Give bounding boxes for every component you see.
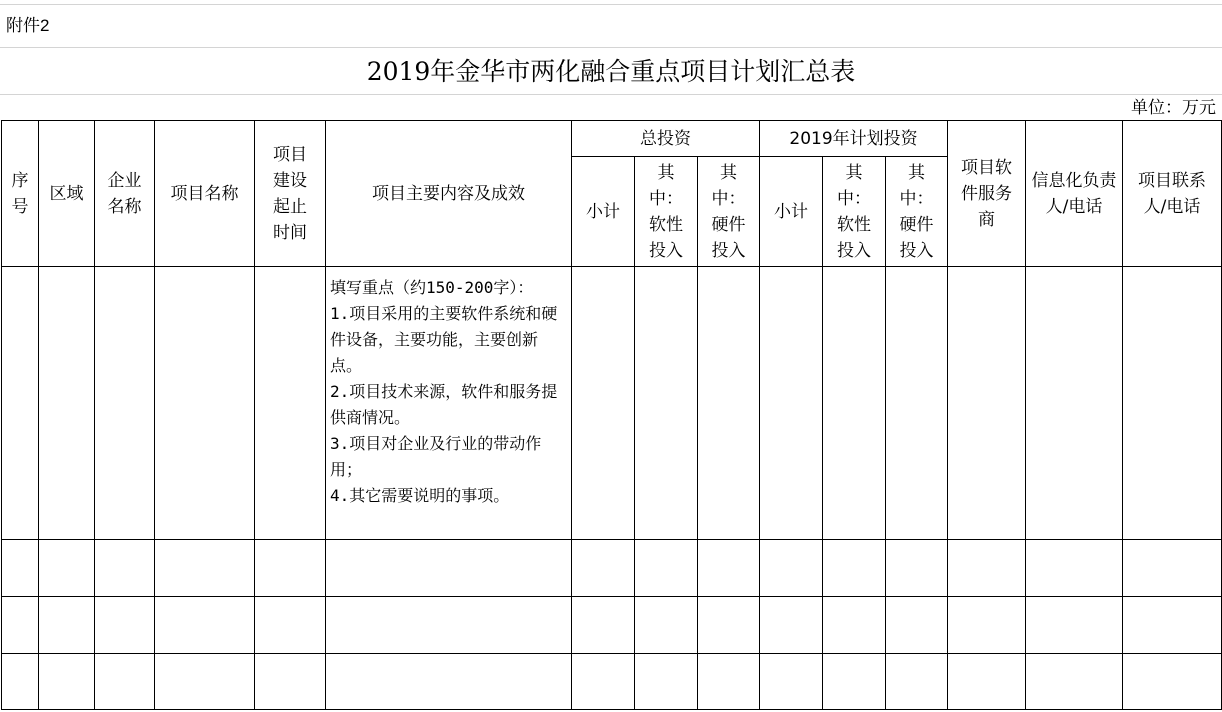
table-cell[interactable] xyxy=(2,540,39,597)
header-plan-hardware: 其中：硬件投入 xyxy=(886,157,948,267)
table-cell[interactable] xyxy=(635,267,698,540)
header-project-contact: 项目联系人/电话 xyxy=(1123,121,1222,267)
table-cell[interactable] xyxy=(948,597,1026,654)
table-cell[interactable] xyxy=(698,267,760,540)
header-plan-subtotal: 小计 xyxy=(760,157,823,267)
table-row xyxy=(2,267,1222,540)
header-plan-investment: 2019年计划投资 xyxy=(760,121,948,157)
table-cell[interactable] xyxy=(572,654,635,710)
table-cell[interactable] xyxy=(155,597,255,654)
table-cell[interactable] xyxy=(886,654,948,710)
table-cell[interactable] xyxy=(823,597,886,654)
table-cell[interactable] xyxy=(39,540,95,597)
header-region: 区域 xyxy=(39,121,95,267)
header-content: 项目主要内容及成效 xyxy=(326,121,572,267)
table-cell[interactable] xyxy=(698,540,760,597)
header-project-name: 项目名称 xyxy=(155,121,255,267)
table-row xyxy=(2,597,1222,654)
table-cell[interactable] xyxy=(1123,267,1222,540)
table-cell[interactable] xyxy=(886,597,948,654)
table-cell[interactable] xyxy=(635,654,698,710)
table-cell[interactable] xyxy=(948,540,1026,597)
table-cell[interactable] xyxy=(95,597,155,654)
table-cell[interactable] xyxy=(2,654,39,710)
table-cell[interactable] xyxy=(326,654,572,710)
table-cell[interactable] xyxy=(255,267,326,540)
table-cell[interactable] xyxy=(1123,597,1222,654)
table-cell[interactable] xyxy=(760,540,823,597)
table-cell[interactable] xyxy=(948,267,1026,540)
header-plan-software: 其中：软性投入 xyxy=(823,157,886,267)
header-company: 企业名称 xyxy=(95,121,155,267)
header-total-investment: 总投资 xyxy=(572,121,760,157)
sheet-gridline xyxy=(0,4,1222,5)
table-cell[interactable] xyxy=(39,654,95,710)
table-cell[interactable] xyxy=(886,267,948,540)
table-cell[interactable] xyxy=(572,540,635,597)
table-cell[interactable] xyxy=(1026,597,1123,654)
table-cell[interactable] xyxy=(1123,540,1222,597)
table-cell[interactable] xyxy=(760,267,823,540)
table-cell[interactable] xyxy=(2,267,39,540)
table-cell[interactable] xyxy=(1026,654,1123,710)
table-cell[interactable] xyxy=(326,597,572,654)
table-cell[interactable] xyxy=(698,597,760,654)
table-cell[interactable] xyxy=(39,267,95,540)
table-cell[interactable] xyxy=(823,267,886,540)
table-cell[interactable] xyxy=(155,267,255,540)
table-cell[interactable] xyxy=(698,654,760,710)
table-cell[interactable] xyxy=(95,654,155,710)
header-service-provider: 项目软件服务商 xyxy=(948,121,1026,267)
header-total-subtotal: 小计 xyxy=(572,157,635,267)
header-it-contact: 信息化负责人/电话 xyxy=(1026,121,1123,267)
summary-table xyxy=(1,120,1222,710)
unit-label: 单位：万元 xyxy=(1131,98,1216,118)
table-cell[interactable] xyxy=(95,540,155,597)
table-cell[interactable] xyxy=(255,654,326,710)
table-cell[interactable] xyxy=(2,597,39,654)
table-cell[interactable] xyxy=(760,654,823,710)
table-cell[interactable] xyxy=(760,597,823,654)
table-cell[interactable] xyxy=(95,267,155,540)
table-cell[interactable] xyxy=(823,540,886,597)
table-cell[interactable] xyxy=(155,540,255,597)
table-cell[interactable] xyxy=(255,597,326,654)
header-period: 项目建设起止时间 xyxy=(255,121,326,267)
table-cell[interactable] xyxy=(948,654,1026,710)
table-cell[interactable] xyxy=(326,540,572,597)
sheet-gridline xyxy=(0,94,1222,95)
content-guidance-cell[interactable]: 填写重点（约150-200字）： 1.项目采用的主要软件系统和硬件设备，主要功能，主要创新点。 2.项目技术来源，软件和服务提供商情况。 3.项目对企业及行业的带动作用； 4.其它需要说明的事项。 xyxy=(326,267,572,540)
table-cell[interactable] xyxy=(635,597,698,654)
table-cell[interactable] xyxy=(155,654,255,710)
attachment-label: 附件2 xyxy=(6,16,50,35)
sheet-gridline xyxy=(0,47,1222,48)
table-cell[interactable] xyxy=(1026,267,1123,540)
header-total-software: 其中：软性投入 xyxy=(635,157,698,267)
header-total-hardware: 其中：硬件投入 xyxy=(698,157,760,267)
table-cell[interactable] xyxy=(823,654,886,710)
table-cell[interactable] xyxy=(572,267,635,540)
table-row xyxy=(2,654,1222,710)
table-cell[interactable] xyxy=(635,540,698,597)
header-seq: 序号 xyxy=(2,121,39,267)
table-cell[interactable] xyxy=(1123,654,1222,710)
table-cell[interactable] xyxy=(1026,540,1123,597)
page-title: 2019年金华市两化融合重点项目计划汇总表 xyxy=(366,57,856,86)
table-row xyxy=(2,540,1222,597)
table-cell[interactable] xyxy=(255,540,326,597)
table-cell[interactable] xyxy=(886,540,948,597)
table-cell[interactable] xyxy=(572,597,635,654)
table-cell[interactable] xyxy=(39,597,95,654)
